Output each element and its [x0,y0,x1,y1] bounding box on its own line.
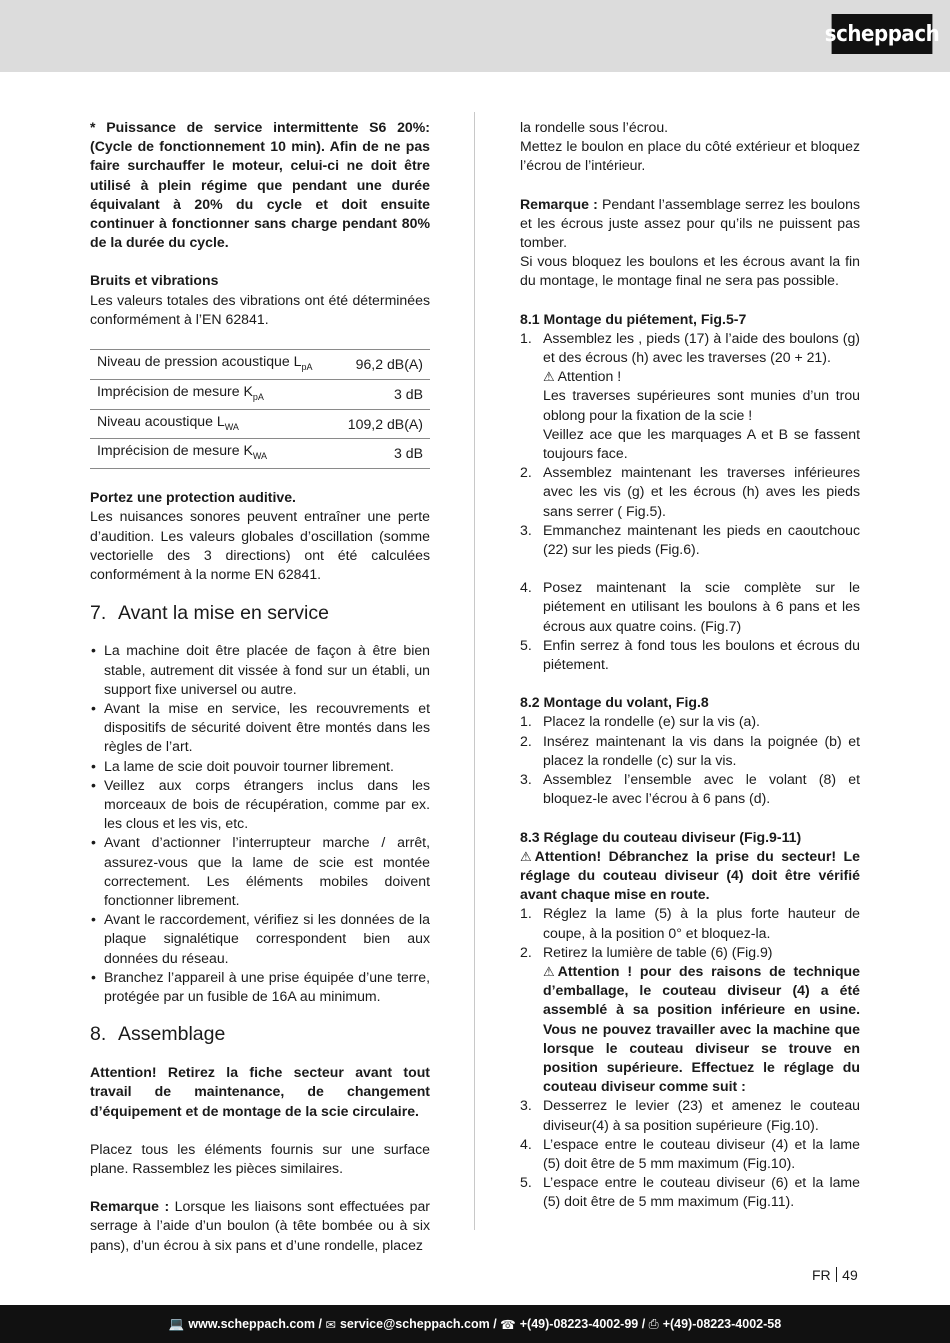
item-text: Posez maintenant la scie complète sur le piétement en utilisant les boulons à 6 pans et les écrous aux quatre coins. (Fig.7) [543,579,860,634]
item-text: Placez la rondelle (e) sur la vis (a). [543,713,760,730]
email-icon: ✉ [325,1317,336,1332]
right-column [520,118,860,1212]
list-item [520,636,860,674]
item-number: 4. [520,1135,532,1152]
section-8-3-heading: 8.3 Réglage du couteau diviseur (Fig.9-11) [520,828,802,845]
item-text: Emmanchez maintenant les pieds en caoutchouc (22) sur les pieds (Fig.6). [543,521,860,558]
list-item: • La lame de scie doit pouvoir tourner librement. [90,757,430,776]
page-number: FR 49 [812,1267,858,1283]
item-number: 3. [520,521,532,538]
list-item [520,904,860,942]
spec-value: 3 dB [335,379,430,409]
noise-spec-table [90,349,430,469]
header-bar [0,0,950,72]
item-text: Enfin serrez à fond tous les boulons et écrous du piétement. [543,636,860,673]
item-text: L’espace entre le couteau diviseur (4) et la lame (5) doit être de 5 mm maximum (Fig.10). [543,1135,860,1171]
item-text: Assemblez maintenant les traverses inférieures avec les vis (g) et les écrous (h) aves les pieds sans serrer ( Fig.5). [543,464,860,519]
section-8-1-list-continued [520,578,860,674]
protection-heading: Portez une protection auditive. [90,489,296,506]
block-text: Si vous bloquez les boulons et les écrous avant la fin du montage, le montage final ne sera pas possible. [520,253,860,289]
spec-row [90,350,430,380]
list-item [520,732,860,770]
spec-label: Imprécision de mesure $K_{WA}$ [90,439,335,469]
list-item: • Avant d’actionner l’interrupteur marche / arrêt, assurez-vous que la lame de scie est montée correctement. Les éléments mobiles doivent fonctionner librement. [90,833,430,910]
warning-triangle-icon: ⚠ [520,848,532,864]
footer-email: service@scheppach.com / [339,1317,497,1331]
spec-row [90,379,430,409]
list-item: • Avant la mise en service, les recouvrements et dispositifs de sécurité doivent être montés dans les règles de l’art. [90,699,430,757]
spec-row [90,439,430,469]
item-text: Les traverses supérieures sont munies d’un trou oblong pour la fixation de la scie ! [543,387,860,423]
list-item [520,463,860,521]
warning-triangle-icon: ⚠ [543,369,555,385]
phone-icon: ☎ [500,1317,516,1332]
footer-bar [0,1305,950,1343]
section-8-2-heading: 8.2 Montage du volant, Fig.8 [520,694,709,711]
washer-text: la rondelle sous l’écrou. [520,119,669,135]
item-text: Assemblez l’ensemble avec le volant (8) et bloquez-le avec l’écrou à 6 pans (d). [543,771,860,807]
list-item [520,329,860,463]
footer-fax: +(49)-08223-4002-58 [662,1317,782,1331]
section-8-1-heading: 8.1 Montage du piétement, Fig.5-7 [520,310,747,327]
list-item [520,943,860,1097]
spec-label: Niveau acoustique $L_{WA}$ [90,409,335,439]
section-8-3-warning: ⚠ Attention! Débranchez la prise du secteur! Le réglage du couteau diviseur (4) doit être vérifié avant chaque mise en route. [520,847,860,903]
list-item [520,770,860,808]
list-item [520,1173,860,1211]
duty-cycle-note: * Puissance de service intermittente S6 20%: (Cycle de fonctionnement 10 min). Afin de ne pas faire surchauffer le moteur, celui-ci ne doit être utilisé à plein régime que pendant une durée équivalant à 20% du cycle et doit ensuite continuer à fonctionner sans charge pendant 80% de la durée du cycle. [90,119,430,251]
item-number: 5. [520,636,532,653]
spec-value: 96,2 dB(A) [335,350,430,380]
computer-icon: 💻 [168,1316,185,1331]
item-warning: ⚠ Attention ! [543,367,860,386]
spec-label: Imprécision de mesure $K_{pA}$ [90,379,335,409]
item-text: Desserrez le levier (23) et amenez le couteau diviseur(4) à sa position supérieure (Fig.10). [543,1097,860,1133]
spec-value: 3 dB [335,439,430,469]
noise-heading: Bruits et vibrations [90,272,219,289]
item-number: 1. [520,713,532,730]
section-8-1-list [520,329,860,559]
item-text: Veillez ace que les marquages A et B se fassent toujours face. [543,425,860,462]
item-number: 2. [520,943,532,960]
place-parts-text: Placez tous les éléments fournis sur une surface plane. Rassemblez les pièces similaires. [90,1140,430,1176]
remark-paragraph: Remarque : Lorsque les liaisons sont effectuées par serrage à l’aide d’un boulon (à tête bombée ou à six pans), d’un écrou à six pans et d’une rondelle, placez [90,1198,430,1253]
list-item [520,1096,860,1134]
protection-text: Les nuisances sonores peuvent entraîner une perte d’audition. Les valeurs globales d’oscillation (somme vectorielle des 3 directions) ont été calculées conformément à la norme EN 62841. [90,508,430,583]
list-item [520,1135,860,1173]
noise-text: Les valeurs totales des vibrations ont été déterminées conformément à l’EN 62841. [90,291,430,327]
item-text: Réglez la lame (5) à la plus forte hauteur de coupe, à la position 0° et bloquez-la. [543,905,860,941]
section-7-title: 7. Avant la mise en service [90,602,329,625]
assembly-attention: Attention! Retirez la fiche secteur avant tout travail de maintenance, de changement d’équipement et de montage de la scie circulaire. [90,1064,430,1119]
list-item [520,521,860,559]
item-number: 1. [520,905,532,922]
list-item: • La machine doit être placée de façon à être bien stable, autrement dit vissée à fond sur un établi, un support fixe universel ou autre. [90,641,430,699]
item-number: 5. [520,1174,532,1191]
left-column [90,118,430,1255]
item-number: 2. [520,464,532,481]
section-7-list [90,641,430,1006]
warning-triangle-icon: ⚠ [543,963,555,979]
brand-logo: scheppach [832,14,933,54]
remark-2-paragraph: Remarque : Pendant l’assemblage serrez les boulons et les écrous juste assez pour qu’ils ne puissent pas tomber. [520,195,860,251]
list-item: • Avant le raccordement, vérifiez si les données de la plaque signalétique correspondent bien aux données du réseau. [90,910,430,968]
column-divider [474,112,475,1230]
footer-phone: +(49)-08223-4002-99 / [519,1317,646,1331]
section-8-2-list [520,712,860,808]
section-8-3-list [520,904,860,1211]
item-warning: ⚠ Attention ! pour des raisons de technique d’emballage, le couteau diviseur (4) a été assemblé à sa position inférieure en usine. Vous ne pouvez travailler avec la machine que lorsque le couteau diviseur se trouve en position supérieure. Effectuez le réglage du couteau diviseur comme suit : [543,962,860,1095]
spec-value: 109,2 dB(A) [335,409,430,439]
section-8-title: 8. Assemblage [90,1023,226,1046]
item-number: 4. [520,579,532,596]
item-text: Assemblez les , pieds (17) à l’aide des boulons (g) et des écrous (h) avec les traverses (20 + 21). [543,329,860,366]
list-item [520,578,860,636]
item-text: L’espace entre le couteau diviseur (6) et la lame (5) doit être de 5 mm maximum (Fig.11). [543,1174,860,1210]
list-item [520,712,860,731]
footer-website: www.scheppach.com / [188,1317,322,1331]
list-item: • Veillez aux corps étrangers inclus dans les morceaux de bois de récupération, comme par ex. les clous et les vis, etc. [90,776,430,834]
item-number: 1. [520,329,532,346]
list-item: • Branchez l’appareil à une prise équipée d’une terre, protégée par un fusible de 16A au minimum. [90,968,430,1006]
spec-label: Niveau de pression acoustique $L_{pA}$ [90,350,335,380]
item-text: Insérez maintenant la vis dans la poignée (b) et placez la rondelle (c) sur la vis. [543,732,860,768]
fax-icon: ⎙ [648,1316,659,1331]
spec-row [90,409,430,439]
item-number: 2. [520,732,532,749]
item-text: Retirez la lumière de table (6) (Fig.9) [543,943,773,960]
bolt-text: Mettez le boulon en place du côté extérieur et bloquez l’écrou de l’intérieur. [520,138,860,174]
item-number: 3. [520,771,532,788]
item-number: 3. [520,1097,532,1114]
